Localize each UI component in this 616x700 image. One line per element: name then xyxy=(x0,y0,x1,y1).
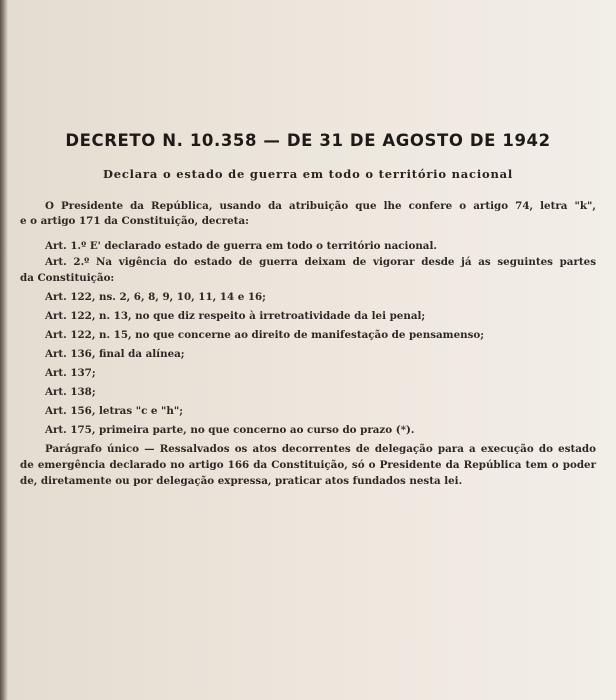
suspended-item: Art. 138; xyxy=(45,386,96,398)
decree-title: DECRETO N. 10.358 — DE 31 DE AGOSTO DE 1942 xyxy=(65,131,551,150)
suspended-item: Art. 122, n. 15, no que concerne ao direito de manifestação de pensamenso; xyxy=(45,329,485,341)
sole-paragraph-line-1: Parágrafo único — Ressalvados os atos decorrentes de delegação para a execução do estado xyxy=(45,443,596,455)
preamble-line-2: e o artigo 171 da Constituição, decreta: xyxy=(20,215,249,227)
article-2-line-2: da Constituição: xyxy=(20,272,115,284)
suspended-item: Art. 137; xyxy=(45,367,96,379)
suspended-item: Art. 122, ns. 2, 6, 8, 9, 10, 11, 14 e 16; xyxy=(45,291,266,303)
sole-paragraph-line-3: de, diretamente ou por delegação expressa, praticar atos fundados nesta lei. xyxy=(20,475,463,487)
suspended-item: Art. 156, letras "c e "h"; xyxy=(45,405,184,417)
suspended-item: Art. 136, final da alínea; xyxy=(45,348,185,360)
article-2-line-1: Art. 2.º Na vigência do estado de guerra deixam de vigorar desde já as seguintes partes xyxy=(45,256,596,268)
decree-subtitle: Declara o estado de guerra em todo o território nacional xyxy=(102,167,514,181)
preamble-line-1: O Presidente da República, usando da atribuição que lhe confere o artigo 74, letra "k", xyxy=(45,200,596,212)
article-1: Art. 1.º E' declarado estado de guerra em todo o território nacional. xyxy=(45,240,437,252)
suspended-item: Art. 122, n. 13, no que diz respeito à irretroatividade da lei penal; xyxy=(45,310,426,322)
sole-paragraph-line-2: de emergência declarado no artigo 166 da Constituição, só o Presidente da República tem o poder xyxy=(20,459,596,471)
suspended-item: Art. 175, primeira parte, no que concerno ao curso do prazo (*). xyxy=(45,424,415,436)
